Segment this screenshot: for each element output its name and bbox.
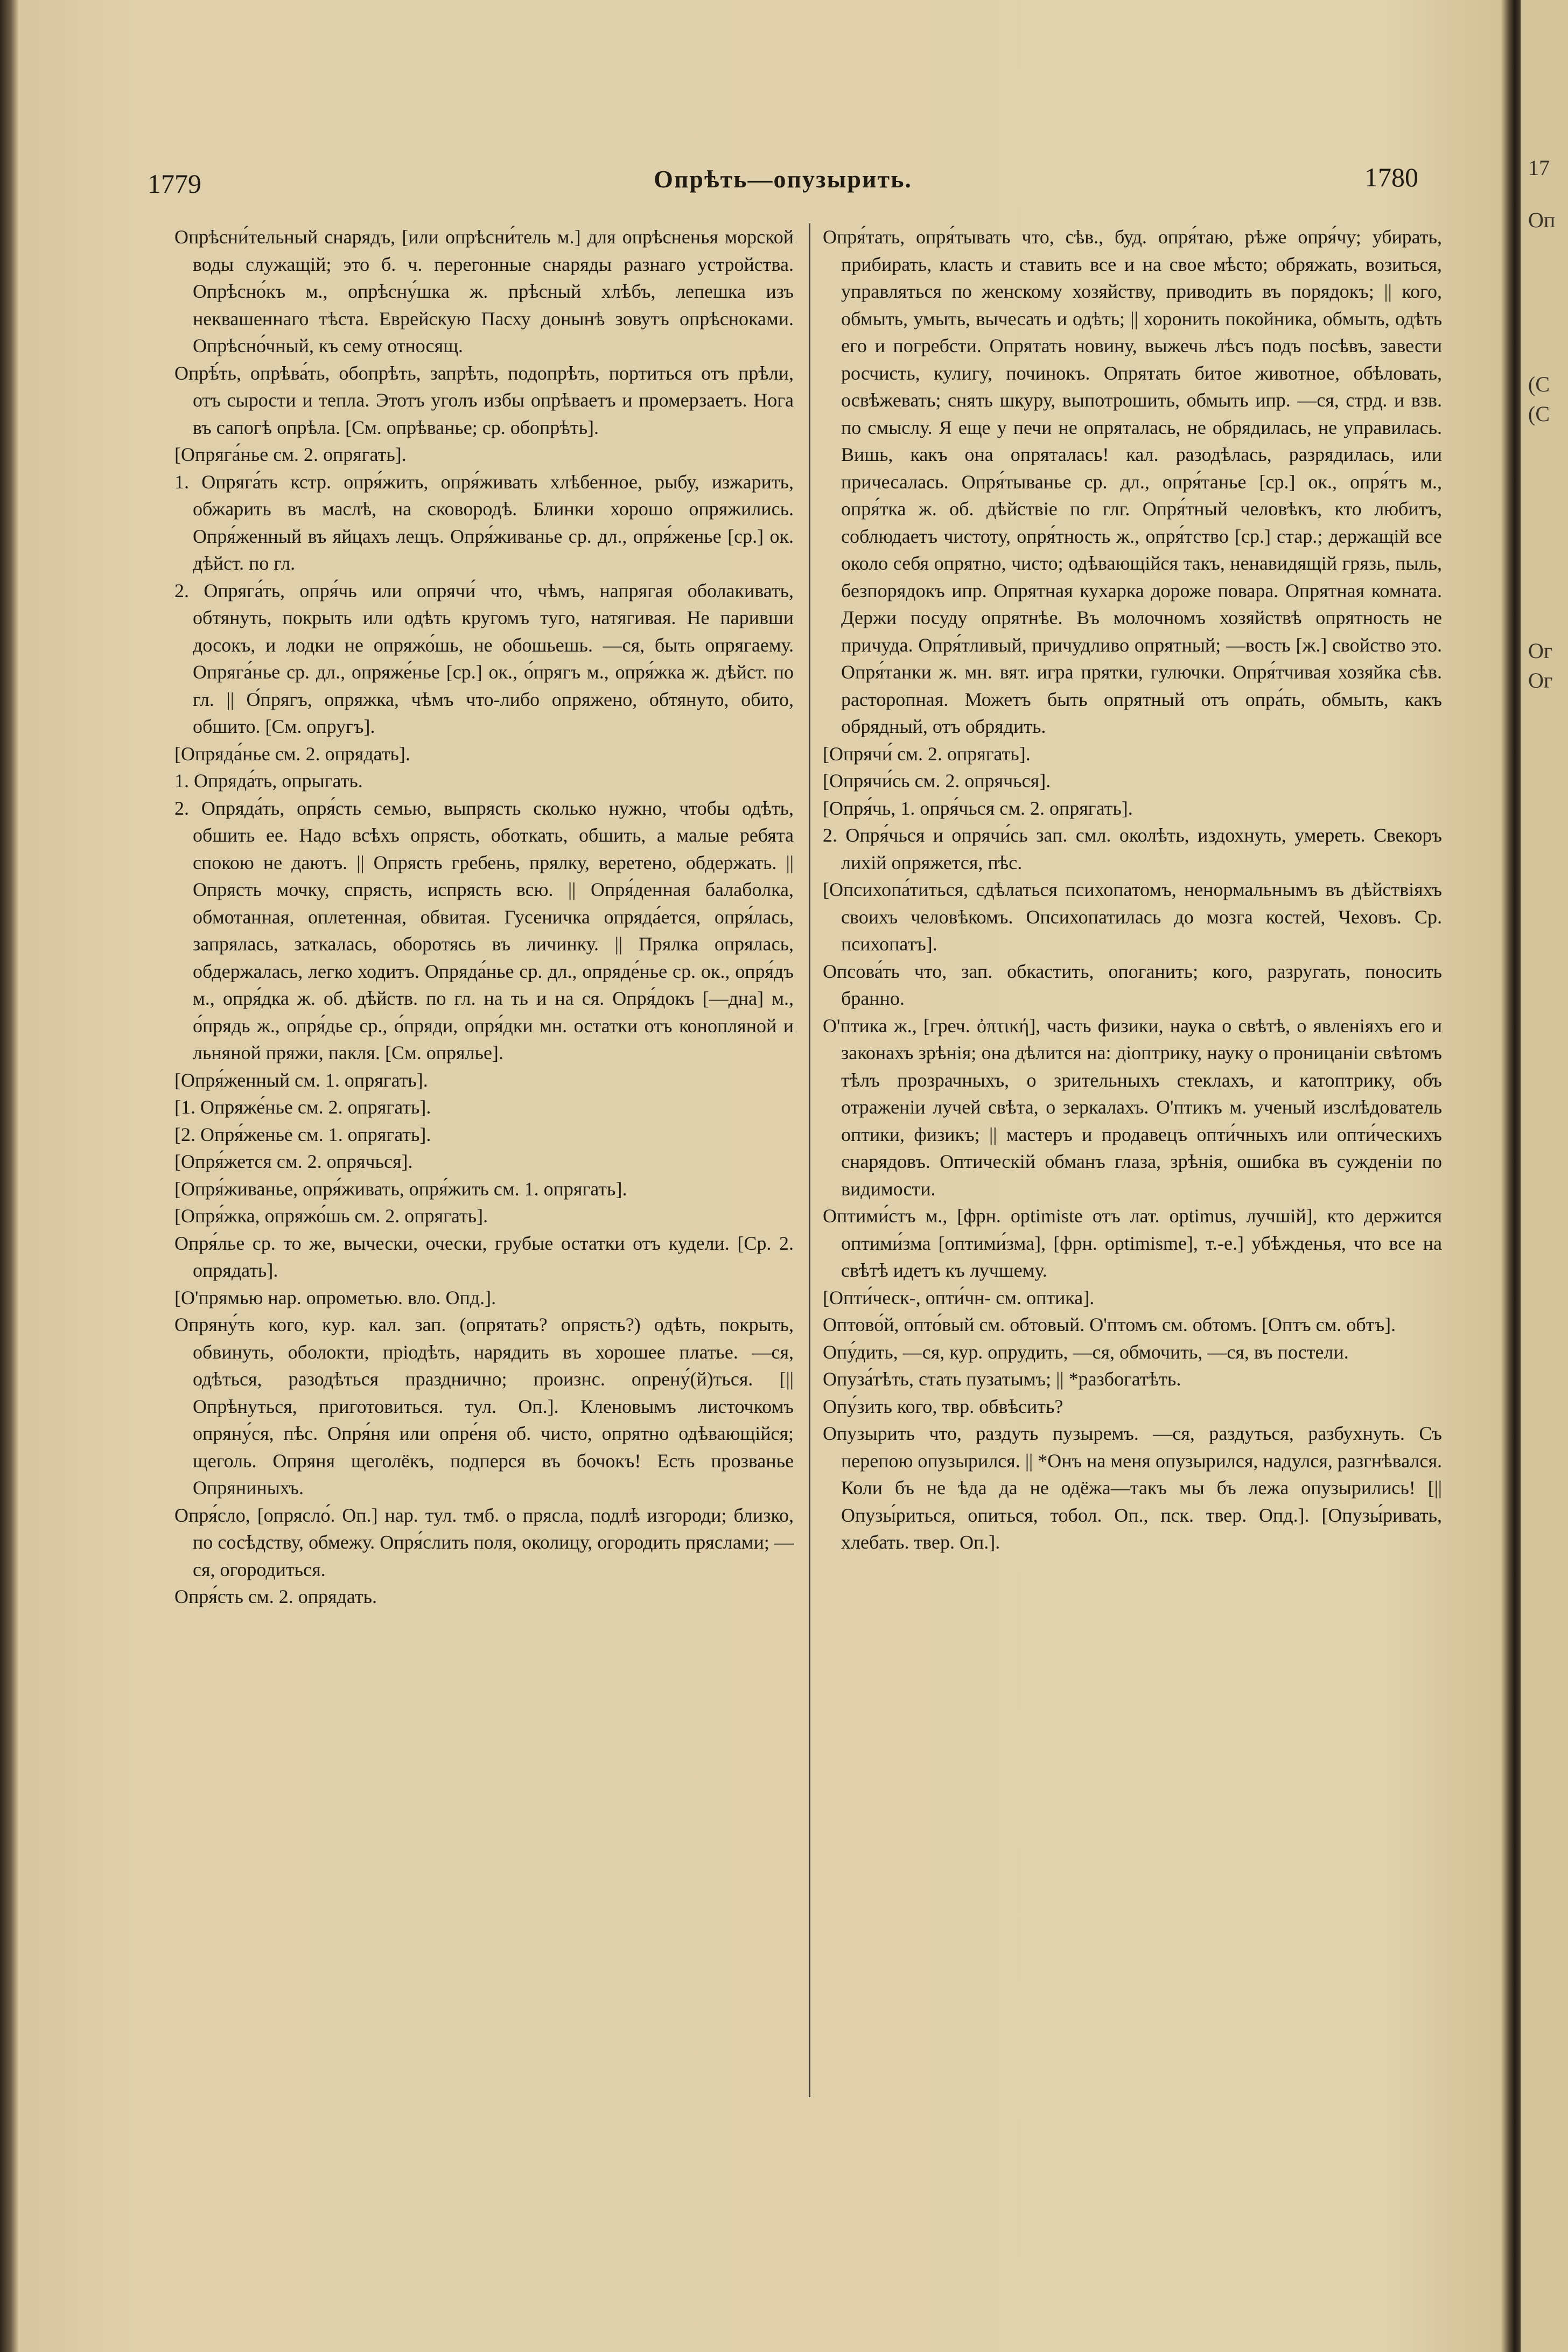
dictionary-entry: Опсова́ть что, зап. обкастить, опоганить; кого, разругать, поносить бранно.: [823, 960, 1442, 1009]
dictionary-entry: [Опря́жется см. 2. опрячься].: [174, 1151, 413, 1172]
dictionary-entry: [Опряда́нье см. 2. опрядать].: [174, 743, 410, 765]
dictionary-entry: 2. Опря́чься и опрячи́сь зап. смл. околѣть, издохнуть, умереть. Свекоръ лихій опряжется, пѣс.: [823, 824, 1442, 873]
dictionary-entry: [1. Опряже́нье см. 2. опрягать].: [174, 1096, 431, 1118]
dictionary-entry: Опря́сть см. 2. опрядать.: [174, 1586, 377, 1607]
dictionary-entry: [Опря́живанье, опря́живать, опря́жить см. 1. опрягать].: [174, 1178, 627, 1200]
book-gutter: [1501, 0, 1521, 2352]
next-page-edge: [1521, 0, 1568, 2352]
column-divider: [809, 223, 810, 2097]
dictionary-entry: [Опсихопа́титься, сдѣлаться психопатомъ, ненормальнымъ въ дѣйствіяхъ своихъ человѣкомъ. Опсихопатилась до мозга костей, Чеховъ. Ср. психопатъ].: [823, 879, 1442, 955]
next-page-fragment: Ог: [1528, 639, 1553, 663]
left-page-number: 1779: [148, 169, 201, 199]
dictionary-entry: Оптими́стъ м., [фрн. optimiste отъ лат. optimus, лучшій], кто держится оптими́зма [оптими́зма], [фрн. optimisme], т.-е.] убѣжденья, что все на свѣтѣ идетъ къ лучшему.: [823, 1205, 1442, 1281]
dictionary-entry: Опу́зить кого, твр. обвѣсить?: [823, 1395, 1063, 1417]
left-column: [174, 223, 794, 2092]
dictionary-entry: [О'прямью нар. опрометью. вло. Опд.].: [174, 1286, 496, 1308]
dictionary-entry: Опрѣсни́тельный снарядъ, [или опрѣсни́тель м.] для опрѣсненья морской воды служащій; это б. ч. перегонные снаряды разнаго устройства. Опрѣсно́къ м., опрѣсну́шка ж. прѣсный хлѣбъ, лепешка изъ неквашеннаго тѣста. Еврейскую Пасху донынѣ зовутъ опрѣсноками. Опрѣсно́чный, къ сему относящ.: [174, 226, 794, 356]
dictionary-entry: Опуза́тѣть, стать пузатымъ; || *разбогатѣть.: [823, 1368, 1181, 1390]
next-page-fragment: (С: [1528, 402, 1550, 426]
dictionary-entry: [Опря́чь, 1. опря́чься см. 2. опрягать].: [823, 797, 1133, 819]
dictionary-entry: [Опрячи́сь см. 2. опрячься].: [823, 770, 1051, 792]
running-head: Опрѣть—опузырить.: [654, 165, 912, 193]
dictionary-entry: Опрѣ́ть, опрѣва́ть, обопрѣть, запрѣть, подопрѣть, портиться отъ прѣли, отъ сырости и тепла. Этотъ уголъ избы опрѣваетъ и промерзаетъ. Нога въ сапогѣ опрѣла. [См. опрѣванье; ср. обопрѣть].: [174, 362, 794, 438]
dictionary-entry: [Опти́ческ-, опти́чн- см. оптика].: [823, 1286, 1095, 1308]
dictionary-entry: Опу́дить, —ся, кур. опрудить, —ся, обмочить, —ся, въ постели.: [823, 1341, 1349, 1363]
dictionary-entry: [Опрячи́ см. 2. опрягать].: [823, 743, 1031, 765]
dictionary-entry: Опря́тать, опря́тывать что, сѣв., буд. опря́таю, рѣже опря́чу; убирать, прибирать, класть и ставить все и на свое мѣсто; обряжать, возиться, управляться по женскому хозяйству, приводить въ порядокъ; || кого, обмыть, умыть, вычесать и одѣть; || хоронить покойника, обмыть, одѣть его и погребсти. Опрятать новину, выжечь лѣсъ подъ посѣвъ, завести росчисть, кулигу, починокъ. Опрятать битое животное, обѣловать, освѣжевать; снять шкуру, выпотрошить, обмыть ипр. —ся, стрд. и взв. по смыслу. Я еще у печи не опряталась, не обрядилась, не управилась. Вишь, какъ она опряталась! кал. разодѣлась, разрядилась, или причесалась. Опря́тыванье ср. дл., опря́танье [ср.] ок., опря́тъ м., опря́тка ж. об. дѣйствіе по глг. Опря́тный человѣкъ, кто любитъ, соблюдаетъ чистоту, опря́тность ж., опря́тство [ср.] стар.; держащій все около себя опрятно, чисто; одѣвающійся такъ, ненавидящій грязь, пыль, безпорядокъ ипр. Опрятная кухарка дороже повара. Опрятная комната. Держи посуду опрятнѣе. Въ молочномъ хозяйствѣ опрятность не причуда. Опря́тливый, причудливо опрятный; —вость [ж.] свойство это. Опря́танки ж. мн. вят. игра прятки, гулючки. Опря́тчивая хозяйка сѣв. расторопная. Можетъ быть опрятный отъ опра́ть, обмыть, какъ обрядный, отъ обрядить.: [823, 226, 1442, 737]
next-page-fragment: 17: [1528, 156, 1550, 180]
next-page-fragment: Оп: [1528, 208, 1556, 232]
dictionary-entry: 1. Опряга́ть кстр. опря́жить, опря́живать хлѣбенное, рыбу, изжарить, обжарить въ маслѣ, на сковородѣ. Блинки хорошо опряжились. Опря́женный въ яйцахъ лещъ. Опря́живанье ср. дл., опря́женье [ср.] ок. дѣйст. по гл.: [174, 471, 794, 574]
next-page-fragment: (С: [1528, 372, 1550, 396]
next-page-fragment: Ог: [1528, 668, 1553, 692]
dictionary-entry: 1. Опряда́ть, опрыгать.: [174, 770, 363, 792]
dictionary-entry: [Опряга́нье см. 2. опрягать].: [174, 444, 407, 465]
dictionary-entry: Опря́лье ср. то же, вычески, очески, грубые остатки отъ кудели. [Ср. 2. опрядать].: [174, 1232, 794, 1281]
dictionary-entry: Опря́сло, [опрясло́. Оп.] нар. тул. тмб. о прясла, подлѣ изгороди; близко, по сосѣдству, обмежу. Опря́слить поля, околицу, огородить пряслами; —ся, огородиться.: [174, 1504, 794, 1580]
right-column: [823, 223, 1442, 2092]
dictionary-entry: О'птика ж., [греч. ὀπτική], часть физики, наука о свѣтѣ, о явленіяхъ его и законахъ зрѣнія; она дѣлится на: діоптрику, науку о проницаніи свѣтомъ тѣлъ прозрачныхъ, о зрительныхъ стеклахъ, и катоптрику, объ отраженіи лучей свѣта, о зеркалахъ. О'птикъ м. ученый изслѣдователь оптики, физикъ; || мастеръ и продавецъ опти́чныхъ или опти́ческихъ снарядовъ. Оптическій обманъ глаза, зрѣнія, ошибка въ сужденіи по видимости.: [823, 1014, 1442, 1200]
dictionary-entry: [Опря́женный см. 1. опрягать].: [174, 1069, 428, 1091]
dictionary-entry: Опряну́ть кого, кур. кал. зап. (опрятать? опрясть?) одѣть, покрыть, обвинуть, оболокти, пріодѣть, нарядить въ хорошее платье. —ся, одѣться, разодѣться празднично; произнс. опрену́(й)ться. [|| Опрѣнуться, приготовиться. тул. Оп.]. Кленовымъ листочкомъ опряну́ся, пѣс. Опря́ня или опре́ня об. чисто, опрятно одѣвающійся; щеголь. Опряня щеголёкъ, подперся въ бочокъ! Есть прозванье Опряниныхъ.: [174, 1314, 794, 1499]
right-page-number: 1780: [1364, 162, 1418, 192]
dictionary-entry: 2. Опряда́ть, опря́сть семью, выпрясть сколько нужно, чтобы одѣть, обшить ее. Надо всѣхъ опрясть, оботкать, обшить, а малые ребята спокою не даютъ. || Опрясть гребень, прялку, веретено, обдержать. || Опрясть мочку, спрясть, испрясть всю. || Опря́денная балаболка, обмотанная, оплетенная, обвитая. Гусеничка опряда́ется, опря́лась, запрялась, заткалась, оборотясь въ личинку. || Прялка опрялась, обдержалась, легко ходитъ. Опряда́нье ср. дл., опряде́нье ср. ок., опря́дъ м., опря́дка ж. об. дѣйств. по гл. на ть и на ся. Опря́докъ [—дна] м., о́прядь ж., опря́дье ср., о́пряди, опря́дки мн. остатки отъ конопляной и льняной пряжи, пакля. [См. опрялье].: [174, 797, 794, 1063]
page-shadow-left: [0, 0, 18, 2352]
dictionary-entry: [Опря́жка, опряжо́шь см. 2. опрягать].: [174, 1205, 488, 1227]
dictionary-entry: [2. Опря́женье см. 1. опрягать].: [174, 1123, 431, 1145]
dictionary-entry: 2. Опряга́ть, опря́чь или опрячи́ что, чѣмъ, напрягая оболакивать, обтянуть, покрыть или одѣть кругомъ туго, натягивая. Не паривши досокъ, и лодки не опряжо́шь, не обошьешь. —ся, быть опрягаему. Опряга́нье ср. дл., опряже́нье [ср.] ок., о́прягъ м., опря́жка ж. дѣйст. по гл. || О́прягъ, опряжка, чѣмъ что-либо опряжено, обтянуто, обито, обшито. [См. опругъ].: [174, 579, 794, 737]
dictionary-entry: Оптово́й, опто́вый см. обтовый. О'птомъ см. обтомъ. [Оптъ см. обтъ].: [823, 1314, 1396, 1335]
page-header: [148, 162, 1418, 205]
dictionary-page: [18, 0, 1501, 2352]
dictionary-entry: Опузырить что, раздуть пузыремъ. —ся, раздуться, разбухнуть. Съ перепою опузырился. || *Онъ на меня опузырился, надулся, разгнѣвался. Коли бъ не ѣда да не одёжа—такъ мы бъ лежа опузырились! [|| Опузы́риться, опиться, тобол. Оп., пск. твер. Опд.]. [Опузы́ривать, хлебать. твер. Оп.].: [823, 1423, 1442, 1553]
